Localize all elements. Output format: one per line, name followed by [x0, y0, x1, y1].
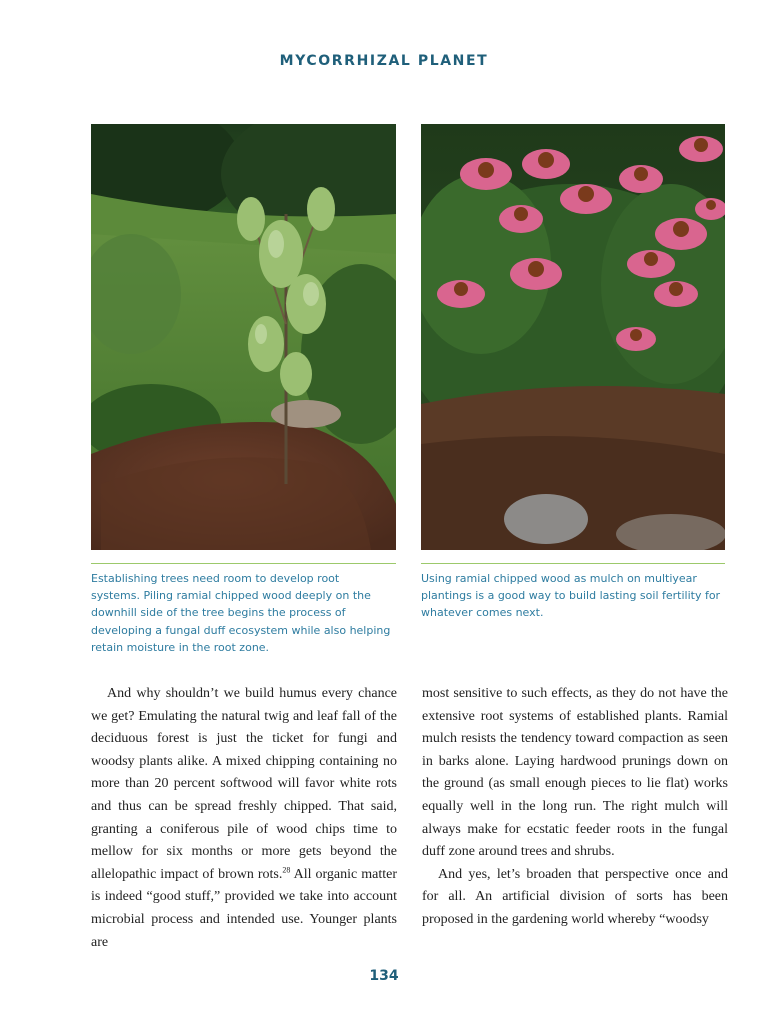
body-text: And why shouldn’t we build humus every chance we get? Emulating the natural twig and leaf fall of the deciduous forest is just the ticket for fungi and woodsy plants alike. A mixed chipping containing no more than 20 percent softwood will favor white rots and thus can be spread freshly chipped. That said, granting a coniferous pile of wood chips time to mellow for six months or more gets beyond the allelopathic impact of brown rots.: [91, 686, 397, 882]
body-paragraph: And yes, let’s broaden that perspective once and for all. An artificial division of sorts has been proposed in the gardening world whereby “woodsy: [422, 866, 728, 927]
figure-caption-right: Using ramial chipped wood as mulch on multiyear plantings is a good way to build lasting soil fertility for whatever comes next.: [421, 572, 721, 620]
caption-rule: [421, 563, 725, 564]
coneflower-mulch-photo: [421, 124, 725, 550]
body-paragraph: [91, 683, 397, 954]
body-text: All organic matter is indeed “good stuff,” provided we take into account microbial process and intended use. Younger plants are: [91, 866, 397, 950]
body-paragraph: most sensitive to such effects, as they do not have the extensive root systems of established plants. Ramial mulch resists the tendency toward compaction as seen in barks alone. Laying hardwood prunings down on the ground (as small enough pieces to lie flat) works equally well in the long run. The right mulch will always make for ecstatic feeder roots in the fungal duff zone around trees and shrubs.: [422, 686, 728, 860]
body-column-left: [91, 683, 397, 954]
body-column-right: [422, 683, 728, 932]
tree-mulch-photo: [91, 124, 396, 550]
page-number: 134: [369, 968, 399, 984]
endnote-reference: 28: [282, 865, 291, 875]
running-head-title: MYCORRHIZAL PLANET: [279, 53, 489, 69]
figure-caption-left: Establishing trees need room to develop root systems. Piling ramial chipped wood deeply on the downhill side of the tree begins the process of developing a fungal duff ecosystem while also helping retain moisture in the root zone.: [91, 572, 391, 654]
caption-rule: [91, 563, 396, 564]
